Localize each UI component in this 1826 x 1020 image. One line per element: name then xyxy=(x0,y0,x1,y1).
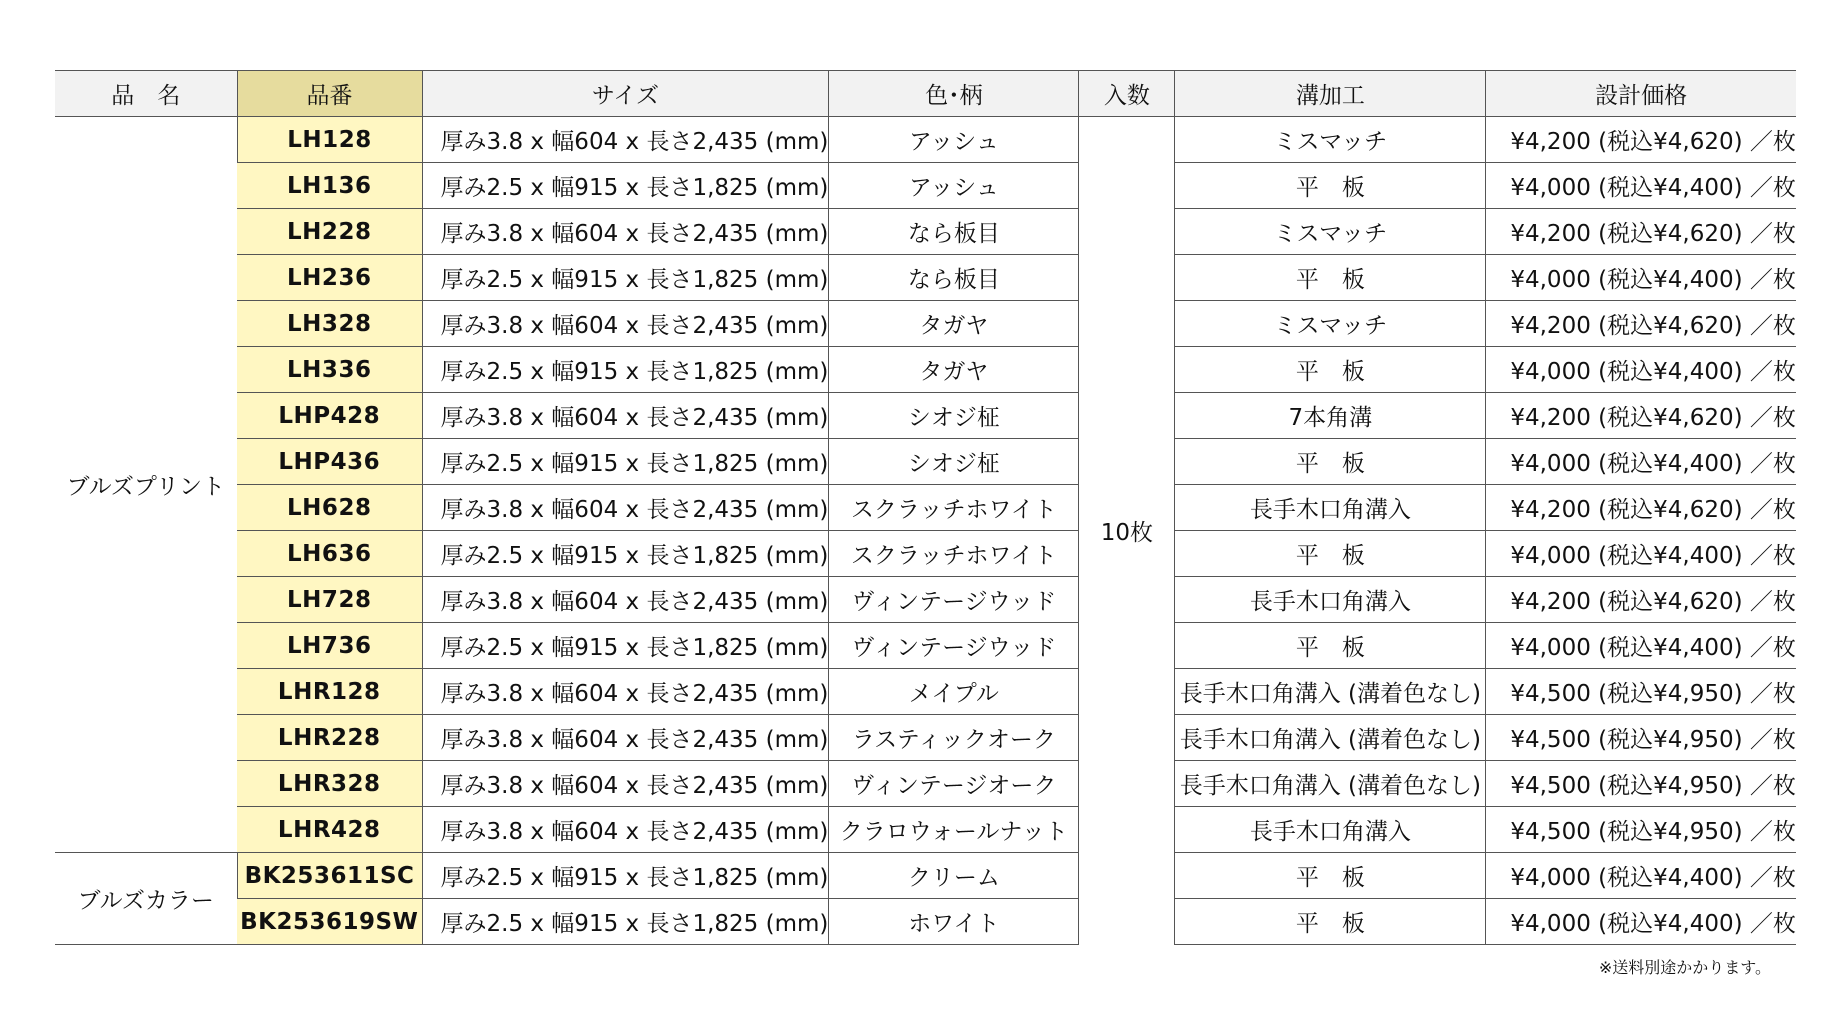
header-name: 品 名 xyxy=(55,71,237,117)
header-color: 色･柄 xyxy=(829,71,1079,117)
size-cell: 厚み3.8 x 幅604 x 長さ2,435 (mm) xyxy=(422,393,829,439)
product-code-cell: LH328 xyxy=(237,301,422,347)
groove-cell: 平 板 xyxy=(1175,439,1486,485)
groove-cell: 平 板 xyxy=(1175,853,1486,899)
color-cell: アッシュ xyxy=(829,117,1079,163)
groove-cell: 長手木口角溝入 (溝着色なし) xyxy=(1175,761,1486,807)
product-code-cell: BK253619SW xyxy=(237,899,422,945)
table-row xyxy=(55,669,1796,715)
product-code-cell: LHR428 xyxy=(237,807,422,853)
product-code-cell: LHR128 xyxy=(237,669,422,715)
size-cell: 厚み2.5 x 幅915 x 長さ1,825 (mm) xyxy=(422,899,829,945)
product-code-cell: LH228 xyxy=(237,209,422,255)
groove-cell: ミスマッチ xyxy=(1175,301,1486,347)
product-code-cell: BK253611SC xyxy=(237,853,422,899)
size-cell: 厚み3.8 x 幅604 x 長さ2,435 (mm) xyxy=(422,807,829,853)
size-cell: 厚み3.8 x 幅604 x 長さ2,435 (mm) xyxy=(422,485,829,531)
color-cell: メイプル xyxy=(829,669,1079,715)
footnote: ※送料別途かかります。 xyxy=(1598,958,1771,977)
product-code-cell: LH136 xyxy=(237,163,422,209)
header-quantity: 入数 xyxy=(1079,71,1175,117)
groove-cell: 平 板 xyxy=(1175,347,1486,393)
header-size: サイズ xyxy=(422,71,829,117)
groove-cell: 長手木口角溝入 (溝着色なし) xyxy=(1175,715,1486,761)
color-cell: タガヤ xyxy=(829,347,1079,393)
price-cell: ¥4,200 (税込¥4,620) ／枚 xyxy=(1486,393,1796,439)
price-cell: ¥4,000 (税込¥4,400) ／枚 xyxy=(1486,347,1796,393)
table-row xyxy=(55,531,1796,577)
color-cell: クラロウォールナット xyxy=(829,807,1079,853)
table-row xyxy=(55,623,1796,669)
color-cell: ヴィンテージオーク xyxy=(829,761,1079,807)
groove-cell: ミスマッチ xyxy=(1175,209,1486,255)
size-cell: 厚み3.8 x 幅604 x 長さ2,435 (mm) xyxy=(422,301,829,347)
color-cell: ラスティックオーク xyxy=(829,715,1079,761)
size-cell: 厚み3.8 x 幅604 x 長さ2,435 (mm) xyxy=(422,761,829,807)
color-cell: なら板目 xyxy=(829,209,1079,255)
groove-cell: 平 板 xyxy=(1175,623,1486,669)
header-code: 品番 xyxy=(237,71,422,117)
table-row xyxy=(55,255,1796,301)
table-row xyxy=(55,485,1796,531)
color-cell: スクラッチホワイト xyxy=(829,531,1079,577)
product-code-cell: LH728 xyxy=(237,577,422,623)
color-cell: ヴィンテージウッド xyxy=(829,623,1079,669)
size-cell: 厚み2.5 x 幅915 x 長さ1,825 (mm) xyxy=(422,347,829,393)
table-row xyxy=(55,209,1796,255)
product-code-cell: LH736 xyxy=(237,623,422,669)
table-row xyxy=(55,899,1796,945)
size-cell: 厚み3.8 x 幅604 x 長さ2,435 (mm) xyxy=(422,577,829,623)
product-code-cell: LH336 xyxy=(237,347,422,393)
price-cell: ¥4,200 (税込¥4,620) ／枚 xyxy=(1486,117,1796,163)
color-cell: ヴィンテージウッド xyxy=(829,577,1079,623)
header-price: 設計価格 xyxy=(1486,71,1796,117)
table-body xyxy=(55,117,1796,945)
header-row xyxy=(55,71,1796,117)
color-cell: クリーム xyxy=(829,853,1079,899)
size-cell: 厚み3.8 x 幅604 x 長さ2,435 (mm) xyxy=(422,715,829,761)
product-code-cell: LH128 xyxy=(237,117,422,163)
size-cell: 厚み2.5 x 幅915 x 長さ1,825 (mm) xyxy=(422,853,829,899)
product-name-cell: ブルズプリント xyxy=(55,117,237,853)
quantity-cell: 10枚 xyxy=(1079,117,1175,945)
color-cell: シオジ柾 xyxy=(829,393,1079,439)
size-cell: 厚み2.5 x 幅915 x 長さ1,825 (mm) xyxy=(422,623,829,669)
product-name-cell: ブルズカラー xyxy=(55,853,237,945)
price-cell: ¥4,000 (税込¥4,400) ／枚 xyxy=(1486,531,1796,577)
price-cell: ¥4,200 (税込¥4,620) ／枚 xyxy=(1486,485,1796,531)
price-cell: ¥4,000 (税込¥4,400) ／枚 xyxy=(1486,163,1796,209)
product-code-cell: LHR328 xyxy=(237,761,422,807)
header-groove: 溝加工 xyxy=(1175,71,1486,117)
table-row xyxy=(55,577,1796,623)
price-table xyxy=(55,70,1796,945)
groove-cell: 平 板 xyxy=(1175,255,1486,301)
price-cell: ¥4,000 (税込¥4,400) ／枚 xyxy=(1486,623,1796,669)
groove-cell: 長手木口角溝入 xyxy=(1175,577,1486,623)
table-row xyxy=(55,761,1796,807)
color-cell: ホワイト xyxy=(829,899,1079,945)
groove-cell: 平 板 xyxy=(1175,531,1486,577)
price-cell: ¥4,500 (税込¥4,950) ／枚 xyxy=(1486,669,1796,715)
product-code-cell: LH636 xyxy=(237,531,422,577)
price-cell: ¥4,200 (税込¥4,620) ／枚 xyxy=(1486,577,1796,623)
groove-cell: 平 板 xyxy=(1175,163,1486,209)
table-row xyxy=(55,807,1796,853)
groove-cell: 平 板 xyxy=(1175,899,1486,945)
table-row xyxy=(55,853,1796,899)
product-code-cell: LHR228 xyxy=(237,715,422,761)
color-cell: タガヤ xyxy=(829,301,1079,347)
price-cell: ¥4,200 (税込¥4,620) ／枚 xyxy=(1486,301,1796,347)
color-cell: アッシュ xyxy=(829,163,1079,209)
product-code-cell: LH236 xyxy=(237,255,422,301)
size-cell: 厚み3.8 x 幅604 x 長さ2,435 (mm) xyxy=(422,669,829,715)
product-code-cell: LH628 xyxy=(237,485,422,531)
table-row xyxy=(55,301,1796,347)
size-cell: 厚み2.5 x 幅915 x 長さ1,825 (mm) xyxy=(422,163,829,209)
price-cell: ¥4,000 (税込¥4,400) ／枚 xyxy=(1486,255,1796,301)
table-row xyxy=(55,163,1796,209)
color-cell: スクラッチホワイト xyxy=(829,485,1079,531)
table-row xyxy=(55,117,1796,163)
table-row xyxy=(55,439,1796,485)
product-code-cell: LHP436 xyxy=(237,439,422,485)
groove-cell: 長手木口角溝入 (溝着色なし) xyxy=(1175,669,1486,715)
color-cell: なら板目 xyxy=(829,255,1079,301)
groove-cell: ミスマッチ xyxy=(1175,117,1486,163)
table-row xyxy=(55,347,1796,393)
groove-cell: 長手木口角溝入 xyxy=(1175,807,1486,853)
table-row xyxy=(55,393,1796,439)
price-cell: ¥4,500 (税込¥4,950) ／枚 xyxy=(1486,761,1796,807)
table-row xyxy=(55,715,1796,761)
size-cell: 厚み3.8 x 幅604 x 長さ2,435 (mm) xyxy=(422,209,829,255)
price-cell: ¥4,200 (税込¥4,620) ／枚 xyxy=(1486,209,1796,255)
price-cell: ¥4,000 (税込¥4,400) ／枚 xyxy=(1486,899,1796,945)
price-cell: ¥4,000 (税込¥4,400) ／枚 xyxy=(1486,853,1796,899)
price-cell: ¥4,500 (税込¥4,950) ／枚 xyxy=(1486,715,1796,761)
product-code-cell: LHP428 xyxy=(237,393,422,439)
size-cell: 厚み2.5 x 幅915 x 長さ1,825 (mm) xyxy=(422,255,829,301)
price-cell: ¥4,500 (税込¥4,950) ／枚 xyxy=(1486,807,1796,853)
groove-cell: 7本角溝 xyxy=(1175,393,1486,439)
price-cell: ¥4,000 (税込¥4,400) ／枚 xyxy=(1486,439,1796,485)
color-cell: シオジ柾 xyxy=(829,439,1079,485)
size-cell: 厚み3.8 x 幅604 x 長さ2,435 (mm) xyxy=(422,117,829,163)
size-cell: 厚み2.5 x 幅915 x 長さ1,825 (mm) xyxy=(422,531,829,577)
groove-cell: 長手木口角溝入 xyxy=(1175,485,1486,531)
size-cell: 厚み2.5 x 幅915 x 長さ1,825 (mm) xyxy=(422,439,829,485)
